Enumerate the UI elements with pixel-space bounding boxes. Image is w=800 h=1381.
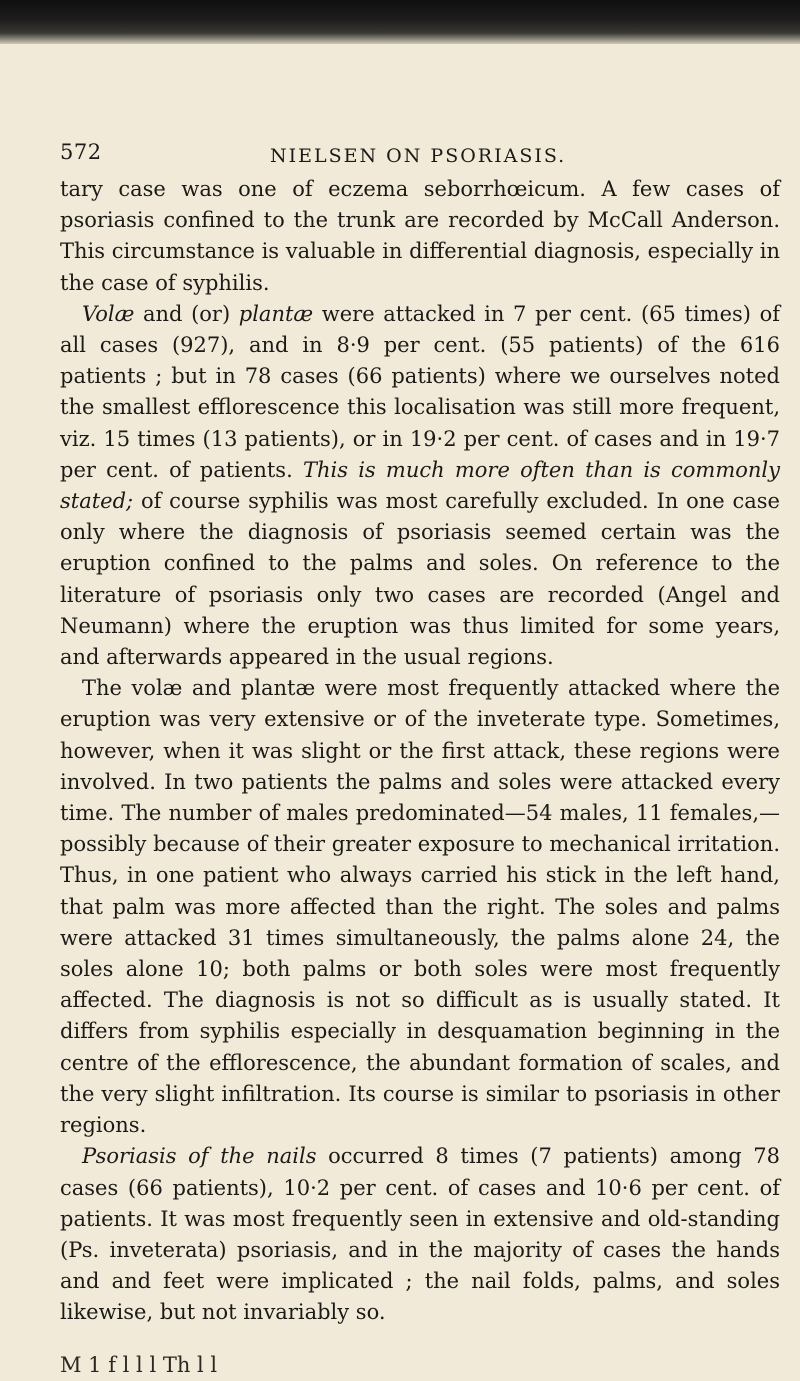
text-run: tary case was one of eczema seborrhœicum. A few cases of psoriasis confined to the trunk are recorded by McCall Anderson. This circumstance is valuable in differential diagnosis, especially in the case of syphilis.	[60, 177, 780, 295]
text-run: were attacked in 7 per cent. (65 times) of all cases (927), and in 8·9 per cent. (55 patients) of the 616 patients ; but in 78 cases (66 patients) where we ourselves noted the smallest efflorescence this localisation was still more frequent, viz. 15 times (13 patients), or in 19·2 per cent. of cases and in 19·7 per cent. of patients.	[60, 301, 780, 482]
italic-run: Psoriasis of the nails	[82, 1144, 317, 1169]
scan-dark-top-edge	[0, 0, 800, 44]
body-text	[60, 174, 780, 1329]
italic-run: Volæ	[82, 301, 135, 326]
italic-run: plantæ	[238, 301, 314, 326]
page-number: 572	[60, 140, 102, 164]
paragraph	[60, 299, 780, 673]
text-run: The volæ and plantæ were most frequently attacked where the eruption was very extensive or of the inveterate type. Sometimes, however, when it was slight or the first attack, these regions were involved. In two patients the palms and soles were attacked every time. The number of males predominated—54 males, 11 females,—possibly because of their greater exposure to mechanical irritation. Thus, in one patient who always carried his stick in the left hand, that palm was more affected than the right. The soles and palms were attacked 31 times simultaneously, the palms alone 24, the soles alone 10; both palms or both soles were most frequently affected. The diagnosis is not so difficult as is usually stated. It differs from syphilis especially in desquamation beginning in the centre of the efflorescence, the abundant formation of scales, and the very slight infiltration. Its course is similar to psoriasis in other regions.	[60, 676, 780, 1138]
running-title: NIELSEN ON PSORIASIS.	[270, 145, 567, 167]
text-run: of course syphilis was most carefully excluded. In one case only where the diagnosis of psoriasis seemed certain was the eruption confined to the palms and soles. On reference to the literature of psoriasis only two cases are recorded (Angel and Neumann) where the eruption was thus limited for some years, and afterwards appeared in the usual regions.	[60, 489, 780, 670]
paragraph	[60, 1141, 780, 1328]
italic-run: This is much more often than is commonly stated;	[60, 457, 780, 514]
paragraph	[60, 673, 780, 1141]
text-run: and (or)	[134, 301, 239, 326]
cut-off-text-line: M 1 f l l l Th l l	[60, 1353, 218, 1377]
text-run: occurred 8 times (7 patients) among 78 cases (66 patients), 10·2 per cent. of cases and 10·6 per cent. of patients. It was most frequently seen in extensive and old-standing (Ps. inveterata) psoriasis, and in the majority of cases the hands and and feet were implicated ; the nail folds, palms, and soles likewise, but not invariably so.	[60, 1144, 780, 1325]
paragraph	[60, 174, 780, 299]
